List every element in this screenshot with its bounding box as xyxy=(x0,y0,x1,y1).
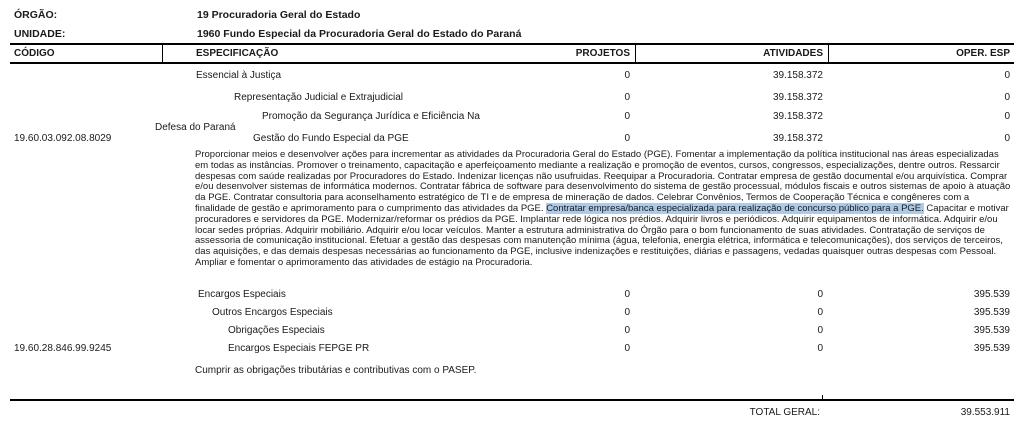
codigo-cell: 19.60.28.846.99.9245 xyxy=(14,342,112,354)
orgao-label: ÓRGÃO: xyxy=(14,8,58,21)
oper-esp-value: 395.539 xyxy=(973,288,1010,300)
table-row xyxy=(0,343,1024,354)
table-header xyxy=(0,43,1024,64)
spec-label: Gestão do Fundo Especial da PGE xyxy=(253,133,409,144)
column-divider xyxy=(162,43,163,64)
column-divider xyxy=(828,43,829,64)
column-header-especificacao: ESPECIFICAÇÃO xyxy=(196,48,279,59)
orgao-row xyxy=(0,5,1024,24)
projetos-value: 0 xyxy=(624,288,630,300)
table-row xyxy=(0,325,1024,336)
orgao-value: 19 Procuradoria Geral do Estado xyxy=(197,8,361,21)
codigo-cell xyxy=(0,111,162,133)
header-bottom-rule xyxy=(10,62,1014,64)
program-description: Cumprir as obrigações tributárias e contributivas com o PASEP. xyxy=(195,364,477,376)
atividades-value: 39.158.372 xyxy=(772,92,823,103)
column-divider xyxy=(635,43,636,64)
codigo-cell xyxy=(0,70,162,81)
atividades-value: 0 xyxy=(817,288,823,300)
projetos-value: 0 xyxy=(624,111,630,122)
oper-esp-value: 0 xyxy=(1004,70,1010,81)
column-header-atividades: ATIVIDADES xyxy=(763,48,823,59)
description-text-post: Capacitar e motivar procuradores e servidores da PGE. Modernizar/reformar os prédios da PGE. Implantar rede lógica nos prédios. Adquirir livros e periódicos. Adquirir equipamentos de informática. Adquirir e/ou locar sedes próprias. Adquirir mobiliário. Adquirir e/ou locar veículos. Manter a estrutura administrativa do Órgão para o bom funcionamento de suas atividades. Contratação de serviços de assessoria de comunicação institucional. Efetuar a gestão das despesas com manutenção mínima (água, telefonia, energia elétrica, informática e telecomunicações), dos serviços de terceiros, das aquisições, e das demais despesas necessárias ao funcionamento da PGE, inclusive indenizações e restituições, diárias e passagens, vedadas quaisquer outras despesas com Pessoal. Ampliar e fomentar o aprimoramento das atividades de estágio na Procuradoria. xyxy=(195,202,1009,268)
codigo-cell xyxy=(0,307,162,318)
spec-label: Obrigações Especiais xyxy=(228,324,325,336)
spec-label: Outros Encargos Especiais xyxy=(212,306,333,318)
projetos-value: 0 xyxy=(624,133,630,144)
column-header-projetos: PROJETOS xyxy=(575,48,630,59)
projetos-value: 0 xyxy=(624,92,630,103)
oper-esp-value: 395.539 xyxy=(973,342,1010,354)
total-row xyxy=(0,401,1024,421)
projetos-value: 0 xyxy=(624,342,630,354)
atividades-value: 39.158.372 xyxy=(772,111,823,122)
unidade-label: UNIDADE: xyxy=(14,27,66,40)
oper-esp-value: 0 xyxy=(1004,92,1010,103)
description-highlighted-text: Contratar empresa/banca especializada para realização de concurso público para a PGE. xyxy=(546,202,924,214)
spec-label: Encargos Especiais FEPGE PR xyxy=(228,342,370,354)
atividades-value: 0 xyxy=(817,306,823,318)
table-row xyxy=(0,70,1024,81)
spec-line-2: Defesa do Paraná xyxy=(155,122,236,133)
unidade-row xyxy=(0,24,1024,43)
projetos-value: 0 xyxy=(624,324,630,336)
atividades-value: 39.158.372 xyxy=(772,133,823,144)
projetos-value: 0 xyxy=(624,70,630,81)
projetos-value: 0 xyxy=(624,306,630,318)
column-header-codigo: CÓDIGO xyxy=(14,48,55,59)
spec-line-1: Promoção da Segurança Jurídica e Eficiência Na xyxy=(262,111,480,122)
spec-label: Essencial à Justiça xyxy=(196,70,282,81)
spec-label: Representação Judicial e Extrajudicial xyxy=(234,92,403,103)
codigo-cell xyxy=(0,92,162,103)
codigo-cell xyxy=(0,289,162,300)
total-geral-label: TOTAL GERAL: xyxy=(749,406,820,418)
unidade-value: 1960 Fundo Especial da Procuradoria Geral do Estado do Paraná xyxy=(197,27,522,40)
total-section xyxy=(0,399,1024,421)
spec-label xyxy=(155,111,495,133)
spec-label: Encargos Especiais xyxy=(198,288,286,300)
oper-esp-value: 395.539 xyxy=(973,306,1010,318)
total-geral-value: 39.553.911 xyxy=(960,406,1010,418)
codigo-cell xyxy=(0,325,162,336)
table-row xyxy=(0,92,1024,103)
column-header-oper-esp: OPER. ESP xyxy=(956,48,1010,59)
oper-esp-value: 0 xyxy=(1004,111,1010,122)
table-row xyxy=(0,289,1024,300)
atividades-value: 0 xyxy=(817,342,823,354)
table-row xyxy=(0,307,1024,318)
program-description xyxy=(195,150,1012,269)
table-row xyxy=(0,133,1024,144)
table-row xyxy=(0,111,1024,133)
atividades-value: 39.158.372 xyxy=(772,70,823,81)
codigo-cell: 19.60.03.092.08.8029 xyxy=(14,133,112,144)
oper-esp-value: 395.539 xyxy=(973,324,1010,336)
oper-esp-value: 0 xyxy=(1004,133,1010,144)
description-text-pre: Proporcionar meios e desenvolver ações para incrementar as atividades da Procuradoria Geral do Estado (PGE). Fomentar a implementação da política institucional nas áreas especializadas em todas as instâncias. Promover o treinamento, capacitação e aperfeiçoamento mediante a realização e promoção de eventos, cursos, congressos, especializações, dentre outros. Ressarcir despesas com saúde realizadas por Procuradores do Estado. Indenizar licenças não usufruidas. Reequipar a Procuradoria. Contratar empresa de gestão documental e/ou arquivística. Comprar e/ou desenvolver sistemas de informática modernos. Contratar fábrica de software para desenvolvimento do sistema de gestão processual, módulos fiscais e outros sistemas de apoio à atuação da PGE. Contratar consultoria para aconselhamento estratégico de TI e de empresa de mineração de dados. Celebrar Convênios, Termos de Cooperação Técnica e congêneres com a finalidade de gestão e aprimoramento para o cumprimento das atividades da PGE. xyxy=(195,149,1011,214)
atividades-value: 0 xyxy=(817,324,823,336)
